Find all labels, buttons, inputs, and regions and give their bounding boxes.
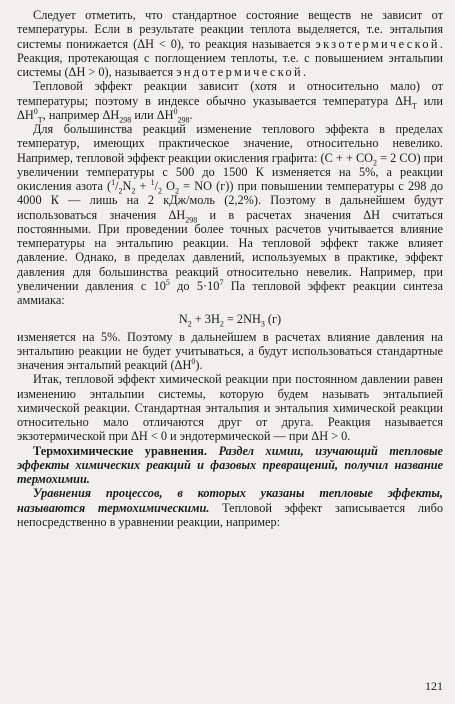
superscript: 0 bbox=[191, 356, 196, 366]
definition-italic: Раздел химии, изучающий тепловые эффекты химических реакций и фазовых превращений, получил название термохимии. bbox=[17, 443, 443, 486]
text: + bbox=[135, 179, 151, 193]
text: Тепловой эффект записывается либо непосредственно в уравнении реакции, например: bbox=[17, 500, 443, 529]
text: , например ΔH bbox=[42, 107, 120, 122]
text: или ΔH bbox=[17, 93, 444, 122]
subscript: 2 bbox=[158, 186, 163, 196]
text: N bbox=[122, 179, 132, 193]
superscript: 7 bbox=[219, 277, 224, 287]
text: O bbox=[162, 179, 176, 193]
superscript: 1 bbox=[150, 177, 155, 187]
definition-italic: Уравнения процессов, в которых указаны тепловые эффекты, называются термохимическими. bbox=[17, 486, 443, 515]
paragraph-7 bbox=[17, 486, 443, 529]
text: (г) bbox=[264, 312, 282, 327]
text: . bbox=[189, 107, 193, 122]
superscript: 5 bbox=[165, 277, 170, 287]
subscript: 2 bbox=[187, 319, 192, 329]
page-number: 121 bbox=[425, 678, 443, 693]
subscript: 298 bbox=[177, 115, 190, 125]
text: Итак, тепловой эффект химической реакции при постоянном давлении равен изменению энтальпии системы, которую будем называть энтальпией химической реакции. Стандартная энтальпия и энтальпия химической реакции относительно мало отличаются друг от друга. Реакция называется экзотермической при ΔH < 0 и эндотермической — при ΔH > 0. bbox=[17, 372, 443, 444]
paragraph-6 bbox=[17, 444, 443, 487]
term-exothermic: экзотермической bbox=[315, 36, 440, 51]
subscript: 2 bbox=[118, 186, 123, 196]
text: Следует отметить, что стандартное состояние веществ не зависит от температуры. Если в результате реакции теплота выделяется, т.е. энтальпия системы понижается (ΔH < 0), то реакция называется bbox=[17, 8, 443, 51]
text: Па тепловой эффект реакции синтеза аммиака: bbox=[17, 278, 443, 307]
text: ). bbox=[195, 358, 203, 372]
section-heading: Термохимические уравнения. bbox=[33, 443, 208, 458]
subscript: 2 bbox=[373, 157, 378, 167]
subscript: 298 bbox=[185, 214, 198, 224]
term-endothermic: эндотермической bbox=[176, 65, 303, 79]
paragraph-4 bbox=[17, 330, 443, 373]
text: и в расчетах значения ΔH считаться постоянными. При проведении более точных расчетов учитывается влияние температуры на энтальпию реакции. На тепловой эффект также влияет давление. Однако, в пределах давлений, используемых в практике, эффект давления для большинства реакций относительно невелик. Например, при увеличении давления с 10 bbox=[17, 207, 444, 293]
subscript: 2 bbox=[219, 319, 224, 329]
text: Тепловой эффект реакции зависит (хотя и относительно мало) от температуры; поэтому в индексе обычно указывается температура ΔH bbox=[17, 79, 443, 108]
paragraph-5 bbox=[17, 372, 443, 443]
paragraph-2 bbox=[17, 79, 444, 125]
text: Для большинства реакций изменение теплового эффекта в пределах температур, имеющих практическое значение, относительно невелико. Например, тепловой эффект реакции окисления графита: (С + + СО bbox=[17, 122, 443, 165]
subscript: 3 bbox=[260, 319, 265, 329]
text: = NO (г)) при повышении температуры с 298 до 4000 К — лишь на 2 кДж/моль (2,2%). Поэтому в дальнейшем будут использоваться значения ΔH bbox=[17, 179, 443, 222]
superscript: 1 bbox=[111, 177, 116, 187]
text: N bbox=[178, 312, 188, 327]
text: изменяется на 5%. Поэтому в дальнейшем в расчетах влияние давления на энтальпию реакции не будет учитываться, а будут использоваться стандартные значения энтальпий реакций (ΔH bbox=[17, 329, 443, 372]
text: / bbox=[115, 179, 119, 193]
subscript: T bbox=[411, 100, 417, 110]
subscript: T bbox=[37, 115, 43, 125]
text: / bbox=[154, 179, 159, 193]
subscript: 2 bbox=[175, 186, 180, 196]
superscript: 0 bbox=[173, 106, 178, 116]
paragraph-1 bbox=[17, 8, 443, 79]
text: . Реакция, протекающая с поглощением теплоты, т.е. с повышением энтальпии системы (ΔH > 0), называется bbox=[17, 36, 443, 79]
ammonia-equation bbox=[17, 312, 443, 329]
text: до 5·10 bbox=[169, 278, 220, 293]
text: = 2NH bbox=[223, 312, 261, 327]
superscript: 0 bbox=[33, 106, 38, 116]
subscript: 298 bbox=[119, 115, 132, 125]
text: + 3H bbox=[191, 312, 220, 327]
text: . bbox=[303, 65, 307, 79]
text: = 2 СО) при увеличении температуры с 500 до 1500 К изменяется на 5%, а реакции окисления азота ( bbox=[17, 150, 443, 193]
text: или ΔH bbox=[131, 107, 174, 122]
subscript: 2 bbox=[131, 186, 136, 196]
paragraph-3 bbox=[17, 122, 443, 307]
